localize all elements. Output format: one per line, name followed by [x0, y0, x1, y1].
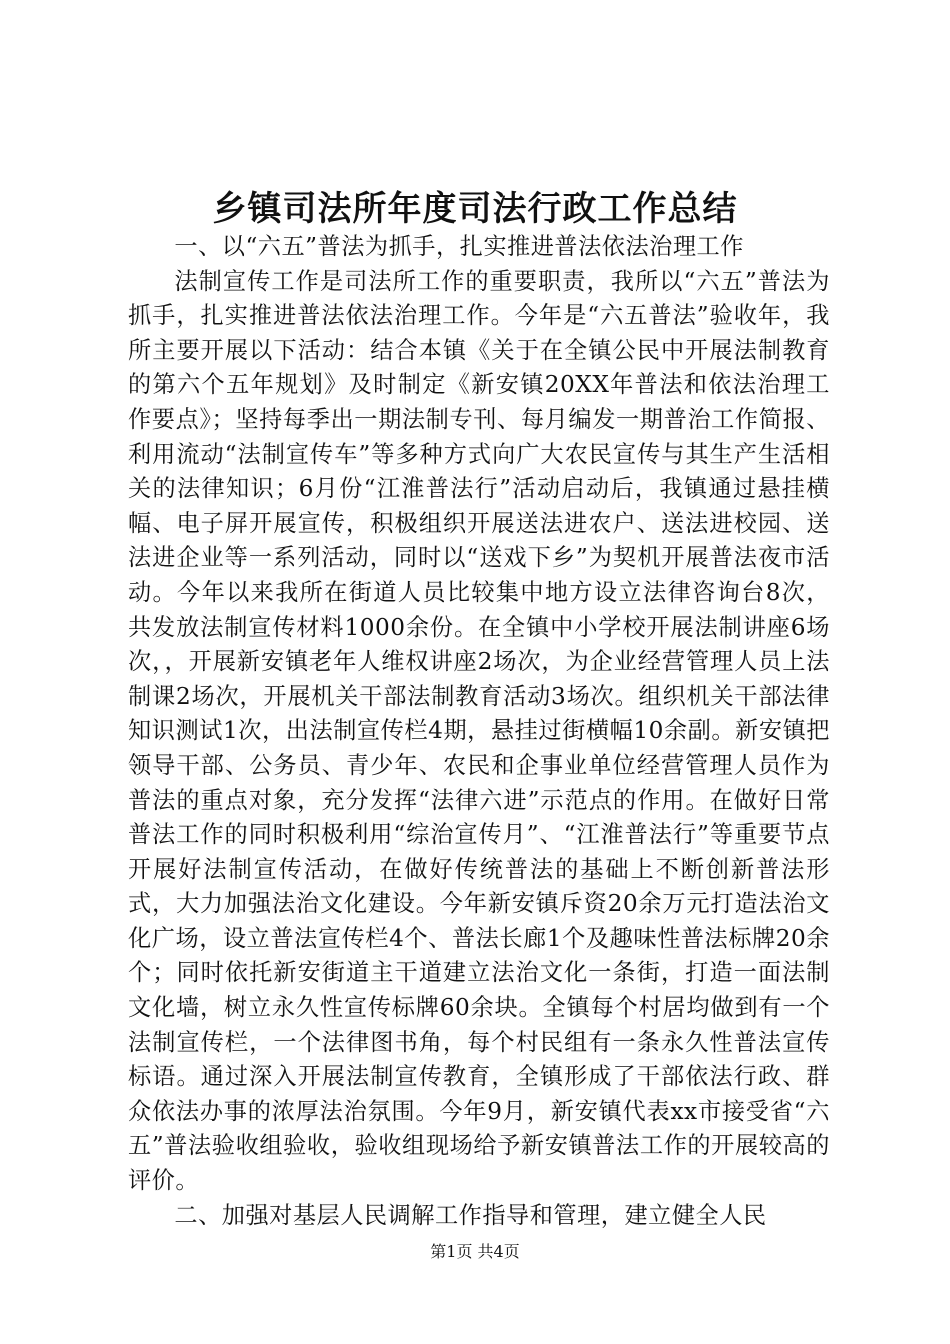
section-heading-1: 一、以“六五”普法为抓手，扎实推进普法依法治理工作	[174, 233, 744, 260]
body-paragraph: 法制宣传工作是司法所工作的重要职责，我所以“六五”普法为抓手，扎实推进普法依法治理工作。今年是“六五普法”验收年，我所主要开展以下活动：结合本镇《关于在全镇公民中开展法制教育的第六个五年规划》及时制定《新安镇20XX年普法和依法治理工作要点》；坚持每季出一期法制专刊、每月编发一期普治工作简报、利用流动“法制宣传车”等多种方式向广大农民宣传与其生产生活相关的法律知识；6月份“江淮普法行”活动启动后，我镇通过悬挂横幅、电子屏开展宣传，积极组织开展送法进农户、送法进校园、送法进企业等一系列活动，同时以“送戏下乡”为契机开展普法夜市活动。今年以来我所在街道人员比较集中地方设立法律咨询台8次，共发放法制宣传材料1000余份。在全镇中小学校开展法制讲座6场次，，开展新安镇老年人维权讲座2场次，为企业经营管理人员上法制课2场次，开展机关干部法制教育活动3场次。组织机关干部法律知识测试1次，出法制宣传栏4期，悬挂过街横幅10余副。新安镇把领导干部、公务员、青少年、农民和企事业单位经营管理人员作为普法的重点对象，充分发挥“法律六进”示范点的作用。在做好日常普法工作的同时积极利用“综治宣传月”、“江淮普法行”等重要节点开展好法制宣传活动，在做好传统普法的基础上不断创新普法形式，大力加强法治文化建设。今年新安镇斥资20余万元打造法治文化广场，设立普法宣传栏4个、普法长廊1个及趣味性普法标牌20余个；同时依托新安街道主干道建立法治文化一条街，打造一面法制文化墙，树立永久性宣传标牌60余块。全镇每个村居均做到有一个法制宣传栏，一个法律图书角，每个村民组有一条永久性普法宣传标语。通过深入开展法制宣传教育，全镇形成了干部依法行政、群众依法办事的浓厚法治氛围。今年9月，新安镇代表xx市接受省“六五”普法验收组验收，验收组现场给予新安镇普法工作的开展较高的评价。	[128, 267, 830, 1195]
document-title: 乡镇司法所年度司法行政工作总结	[212, 189, 738, 229]
document-body	[128, 230, 830, 1233]
page-footer: 第1页 共4页	[430, 1242, 520, 1261]
section-heading-2: 二、加强对基层人民调解工作指导和管理，建立健全人民	[174, 1201, 767, 1229]
